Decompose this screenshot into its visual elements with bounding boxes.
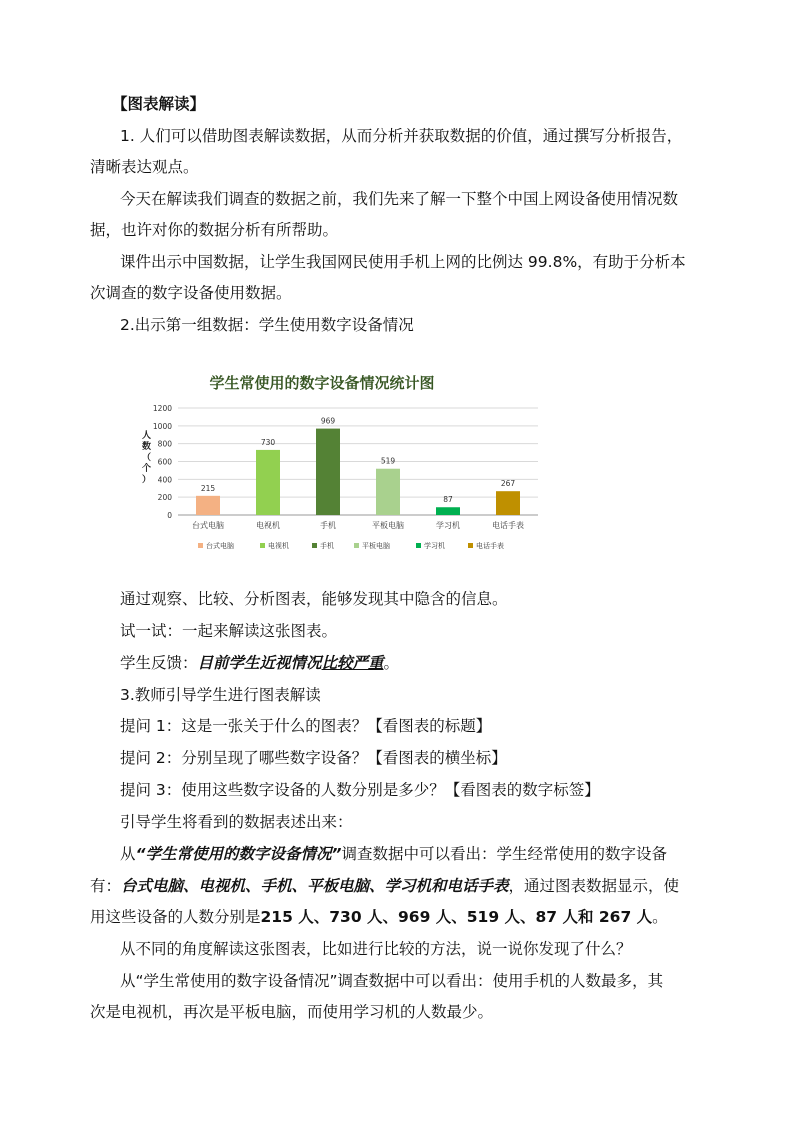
p10-text-f: ，通过图表数据显示，使 [508, 877, 680, 895]
paragraph-12-line-2: 次是电视机，再次是平板电脑，而使用学习机的人数最少。 [90, 1003, 494, 1021]
chart-bars [196, 429, 520, 515]
bar-平板电脑 [376, 469, 400, 515]
paragraph-8: 3.教师引导学生进行图表解读 [120, 686, 321, 704]
x-tick-label: 手机 [320, 521, 336, 530]
question-2: 提问 2：分别呈现了哪些数字设备？【看图表的横坐标】 [120, 749, 507, 767]
paragraph-1-line-1: 1. 人们可以借助图表解读数据，从而分析并获取数据的价值，通过撰写分析报告， [120, 127, 683, 145]
y-tick-label: 0 [167, 511, 172, 520]
paragraph-10-line-2 [90, 876, 794, 896]
x-tick-label: 学习机 [436, 521, 460, 530]
data-label: 519 [380, 456, 396, 466]
y-axis-ticks [153, 404, 172, 520]
student-feedback [120, 653, 794, 673]
paragraph-4: 2.出示第一组数据：学生使用数字设备情况 [120, 316, 414, 334]
legend-swatch [354, 543, 359, 548]
paragraph-6: 试一试：一起来解读这张图表。 [120, 622, 338, 640]
y-axis-label-char: 个 [142, 464, 152, 474]
y-axis-label-char: ） [142, 475, 152, 485]
device-usage-chart [140, 366, 550, 558]
p10-text-i: 。 [652, 908, 668, 926]
question-3: 提问 3：使用这些数字设备的人数分别是多少？【看图表的数字标签】 [120, 781, 600, 799]
y-axis-label [142, 429, 151, 485]
bar-台式电脑 [196, 496, 220, 515]
data-label: 215 [200, 483, 216, 493]
chart-legend [198, 541, 504, 550]
paragraph-2-line-1: 今天在解读我们调查的数据之前，我们先来了解一下整个中国上网设备使用情况数 [120, 190, 679, 208]
paragraph-3-line-2: 次调查的数字设备使用数据。 [90, 284, 292, 302]
legend-entry: 平板电脑 [362, 542, 390, 550]
y-tick-label: 1200 [152, 404, 172, 413]
p10-text-a: 从 [120, 845, 136, 863]
y-axis-label-char: 数 [142, 442, 152, 452]
chart-title: 学生常使用的数字设备情况统计图 [209, 374, 435, 392]
y-tick-label: 200 [157, 493, 172, 503]
y-tick-label: 1000 [152, 421, 172, 431]
feedback-end: 。 [383, 654, 400, 672]
legend-entry: 学习机 [424, 542, 445, 550]
x-tick-label: 台式电脑 [192, 521, 224, 530]
data-label: 969 [320, 416, 336, 426]
p10-text-c: 调查数据中可以看出：学生经常使用的数字设备 [341, 845, 667, 863]
data-label: 730 [260, 437, 276, 447]
p10-device-list: 台式电脑、电视机、手机、平板电脑、学习机和电话手表 [121, 877, 509, 895]
paragraph-10-line-3 [90, 907, 794, 927]
y-axis-label-char: （ [142, 453, 152, 463]
feedback-label: 学生反馈： [120, 654, 198, 672]
p10-text-d: 有： [90, 877, 122, 895]
paragraph-1-line-2: 清晰表达观点。 [90, 158, 199, 176]
bar-学习机 [436, 507, 460, 515]
question-1: 提问 1：这是一张关于什么的图表？【看图表的标题】 [120, 717, 492, 735]
p10-text-g: 用这些设备的人数分别是 [90, 908, 261, 926]
paragraph-11: 从不同的角度解读这张图表，比如进行比较的方法，说一说你发现了什么？ [120, 940, 632, 958]
legend-swatch [312, 543, 317, 548]
x-tick-label: 平板电脑 [372, 521, 404, 530]
paragraph-2-line-2: 据，也许对你的数据分析有所帮助。 [90, 221, 339, 239]
legend-entry: 手机 [320, 542, 334, 550]
paragraph-3-line-1: 课件出示中国数据，让学生我国网民使用手机上网的比例达 99.8%，有助于分析本 [120, 253, 686, 271]
feedback-underlined: 比较严重 [321, 654, 384, 672]
feedback-text: 目前学生近视情况 [197, 654, 322, 672]
p10-counts: 215 人、730 人、969 人、519 人、87 人和 267 人 [260, 908, 653, 926]
p10-survey-title: “学生常使用的数字设备情况” [135, 845, 342, 863]
bar-手机 [316, 429, 340, 515]
bar-电视机 [256, 450, 280, 515]
paragraph-10-line-1 [120, 844, 794, 864]
section-heading: 【图表解读】 [112, 95, 206, 113]
legend-swatch [468, 543, 473, 548]
legend-swatch [198, 543, 203, 548]
data-label: 267 [500, 479, 516, 489]
y-tick-label: 800 [157, 439, 172, 449]
bar-电话手表 [496, 491, 520, 515]
x-tick-label: 电视机 [256, 521, 280, 530]
legend-entry: 电视机 [268, 542, 289, 550]
legend-entry: 电话手表 [476, 542, 504, 550]
y-axis-label-char: 人 [142, 431, 152, 441]
data-label: 87 [443, 495, 453, 505]
paragraph-5: 通过观察、比较、分析图表，能够发现其中隐含的信息。 [120, 590, 508, 608]
x-tick-label: 电话手表 [492, 521, 524, 530]
paragraph-12-line-1: 从“学生常使用的数字设备情况”调查数据中可以看出：使用手机的人数最多，其 [120, 972, 664, 990]
data-labels [201, 417, 516, 505]
paragraph-9: 引导学生将看到的数据表述出来： [120, 813, 353, 831]
legend-swatch [416, 543, 421, 548]
legend-swatch [260, 543, 265, 548]
legend-entry: 台式电脑 [206, 542, 234, 550]
y-tick-label: 400 [157, 475, 172, 485]
chart-grid [178, 408, 538, 515]
y-tick-label: 600 [157, 457, 172, 467]
x-axis-labels [192, 520, 524, 530]
